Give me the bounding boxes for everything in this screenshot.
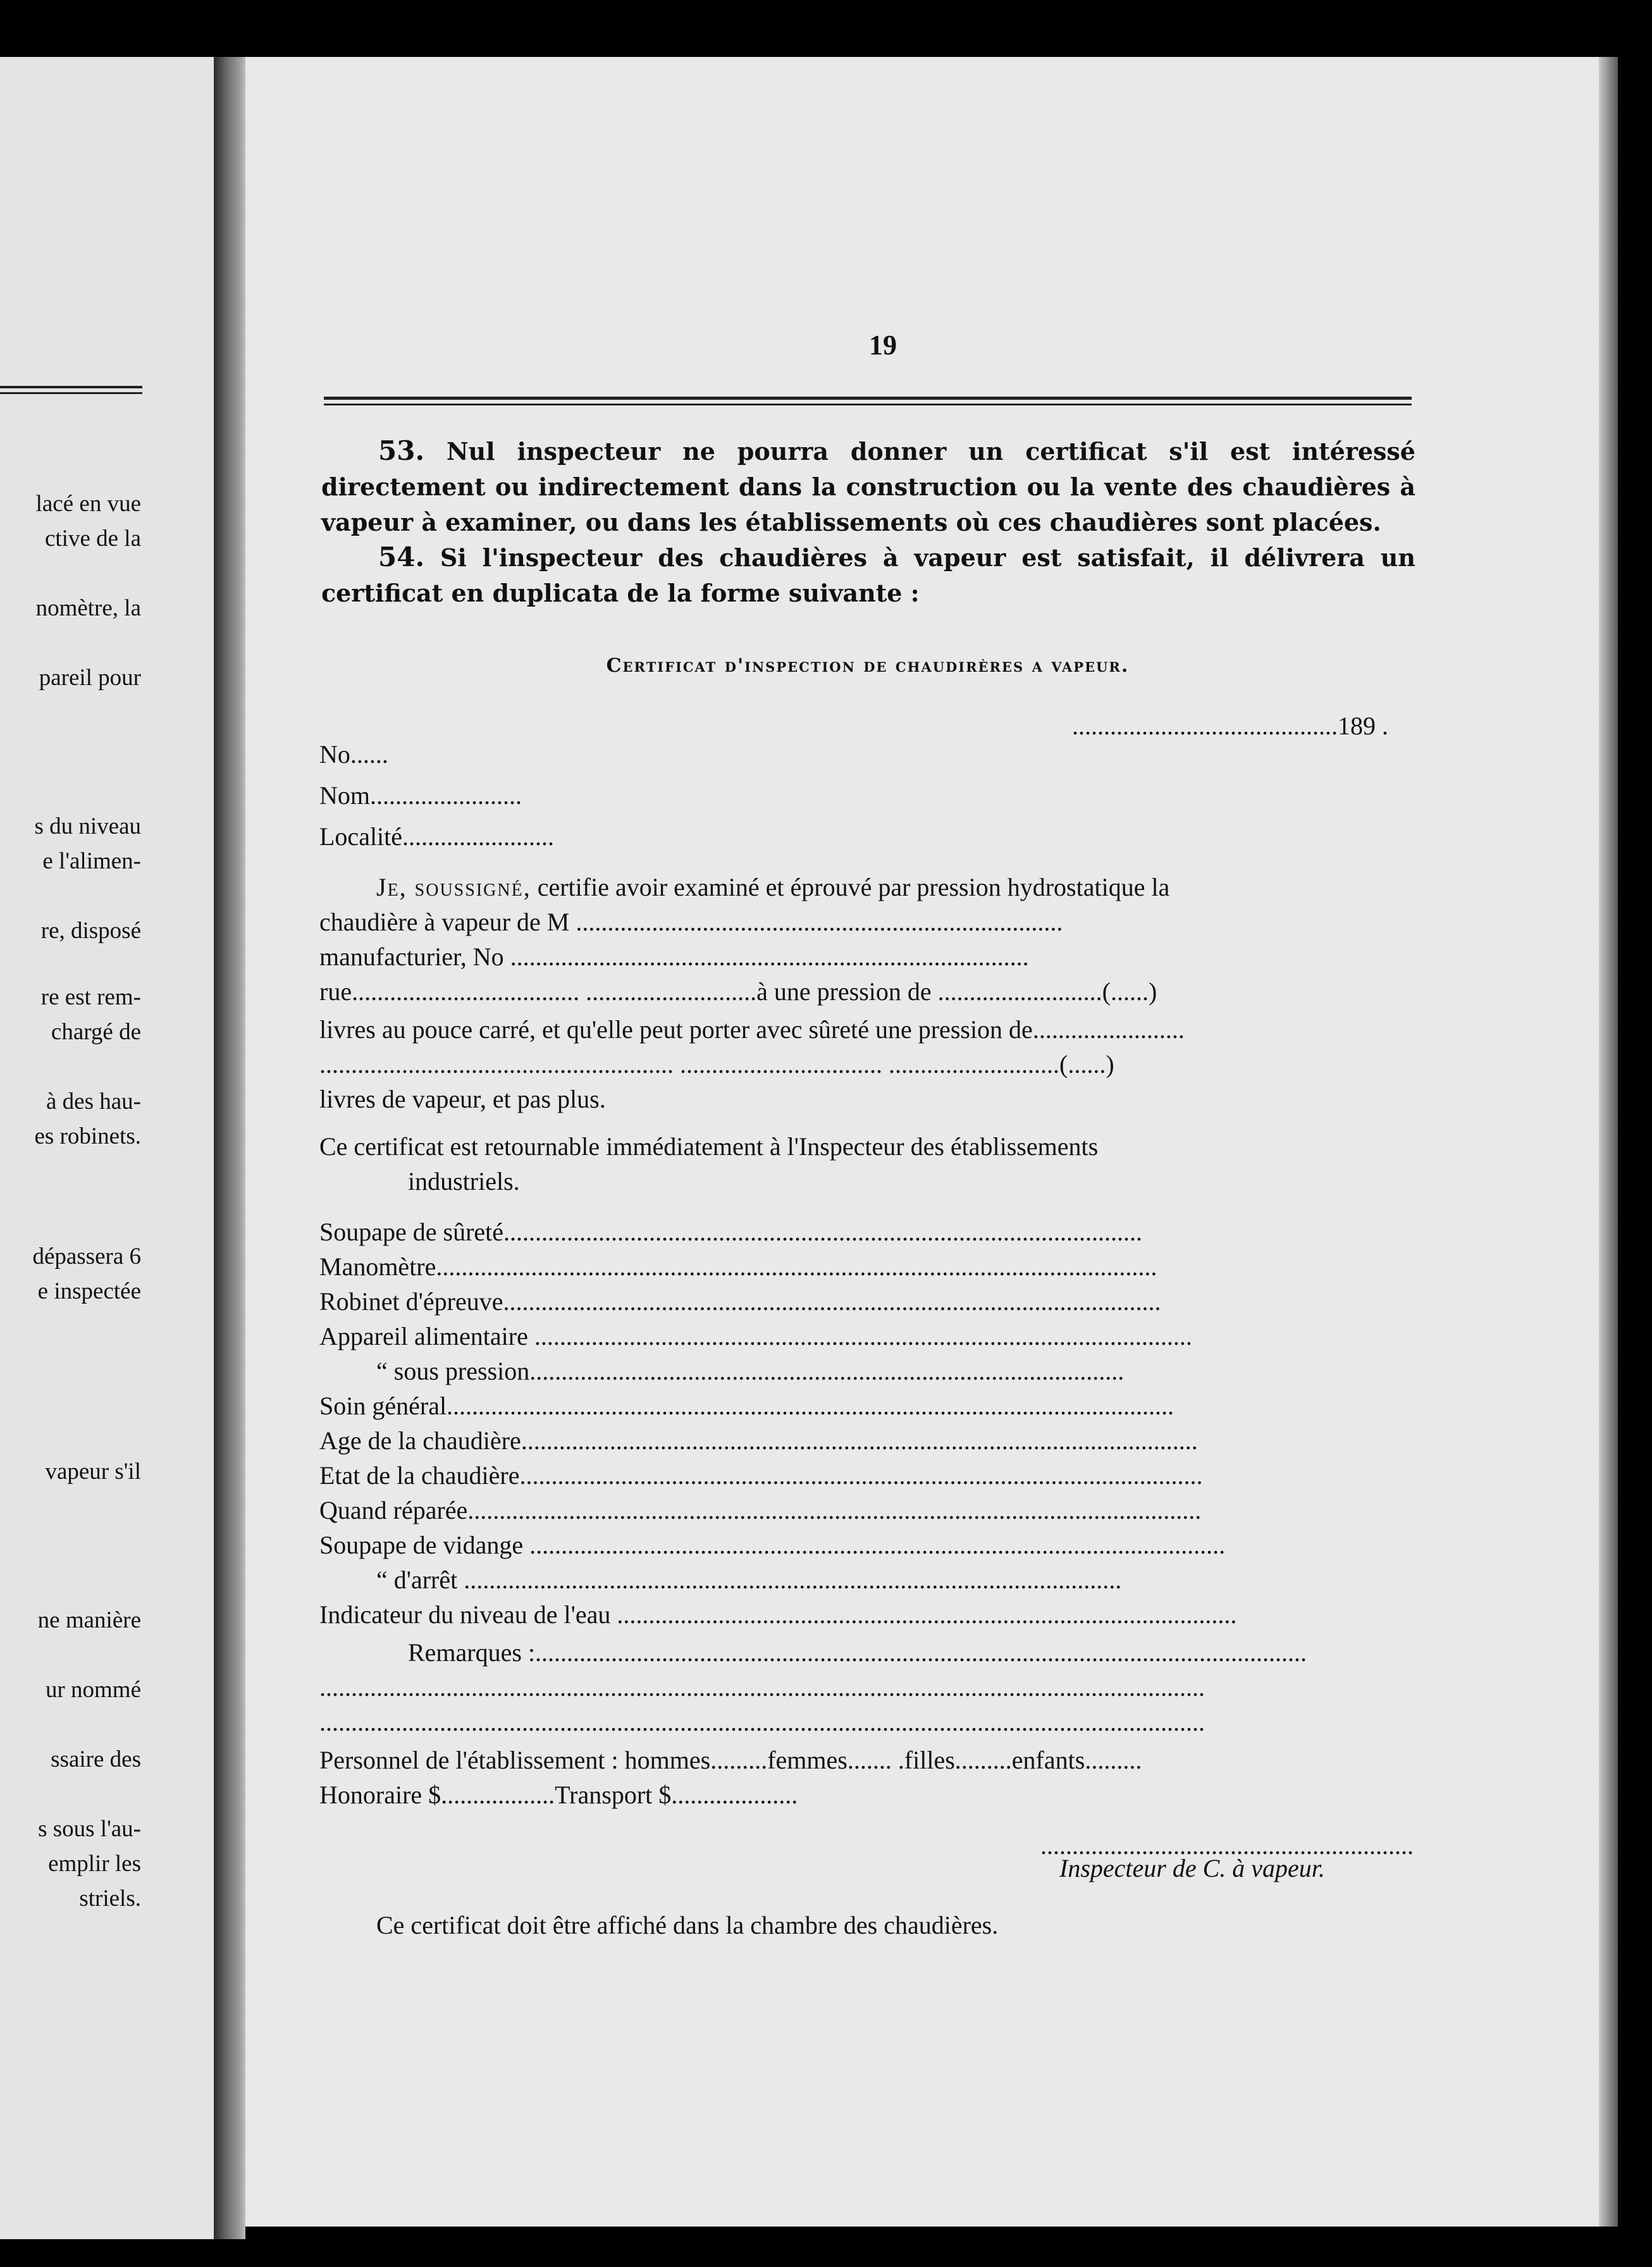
honoraire-line: Honoraire $..................Transport $.................... bbox=[319, 1781, 798, 1809]
form-field-nom: Nom........................ bbox=[319, 781, 522, 810]
certification-statement bbox=[376, 870, 1414, 905]
livres-vapeur: livres de vapeur, et pas plus. bbox=[319, 1085, 606, 1113]
left-page-line: re, disposé bbox=[40, 918, 141, 944]
article-number: 54. bbox=[378, 541, 425, 572]
form-field-localite: Localité........................ bbox=[319, 822, 555, 851]
paragraph-53 bbox=[321, 433, 1415, 540]
left-page-line: re est rem- bbox=[40, 984, 141, 1010]
left-page-line: pareil pour bbox=[39, 665, 141, 691]
retournable-note: Ce certificat est retournable immédiatement à l'Inspecteur des établissements bbox=[319, 1132, 1099, 1161]
left-page bbox=[0, 57, 214, 2239]
left-page-line: vapeur s'il bbox=[45, 1459, 141, 1485]
remarques-blank-line: ............................................................................................................................................ bbox=[319, 1673, 1205, 1702]
left-page-line: emplir les bbox=[48, 1851, 141, 1877]
je-soussigne: Je, soussigné, bbox=[376, 873, 531, 901]
checklist-item: Manomètre.................................................................................................................. bbox=[319, 1252, 1157, 1281]
left-page-line: chargé de bbox=[51, 1019, 141, 1045]
checklist-item: Appareil alimentaire ........................................................................................................ bbox=[319, 1322, 1192, 1350]
form-field-rue: rue.................................... ...........................à une pression de ..........................(......) bbox=[319, 977, 1157, 1006]
left-page-line: e l'alimen- bbox=[42, 848, 141, 874]
left-page-line: ssaire des bbox=[51, 1746, 141, 1772]
date-line: ..........................................189 . bbox=[1072, 712, 1388, 740]
paragraph-text: Nul inspecteur ne pourra donner un certificat s'il est intéressé directement ou indirectement dans la construction ou la vente des chaudières à vapeur à examiner, ou dans les établissements où ces chaudières sont placées. bbox=[321, 437, 1415, 536]
left-page-line: s du niveau bbox=[34, 813, 141, 839]
personnel-line: Personnel de l'établissement : hommes.........femmes....... .filles.........enfants......... bbox=[319, 1746, 1142, 1774]
footer-note: Ce certificat doit être affiché dans la chambre des chaudières. bbox=[376, 1911, 999, 1939]
remarques-blank-line: ............................................................................................................................................ bbox=[319, 1708, 1205, 1736]
signature-line: ........................................................... bbox=[1040, 1831, 1414, 1860]
paragraph-text: Si l'inspecteur des chaudières à vapeur est satisfait, il délivrera un certificat en duplicata de la forme suivante : bbox=[321, 543, 1415, 607]
left-page-line: striels. bbox=[79, 1886, 141, 1912]
left-page-line: nomètre, la bbox=[35, 595, 141, 621]
checklist-item: Indicateur du niveau de l'eau .................................................................................................. bbox=[319, 1600, 1237, 1629]
header-rule bbox=[324, 404, 1412, 405]
header-rule bbox=[324, 397, 1412, 400]
book-spine bbox=[214, 57, 245, 2239]
form-field-chaudiere: chaudière à vapeur de M ............................................................................. bbox=[319, 908, 1063, 936]
checklist-item: “ d'arrêt ........................................................................................................ bbox=[376, 1566, 1122, 1594]
checklist-item: Soin général................................................................................................................... bbox=[319, 1392, 1174, 1420]
form-field-manufacturier: manufacturier, No .................................................................................. bbox=[319, 942, 1029, 971]
checklist-item: “ sous pression.............................................................................................. bbox=[376, 1357, 1125, 1385]
page-edge-shadow bbox=[1599, 57, 1618, 2227]
form-field-livres-pouce: livres au pouce carré, et qu'elle peut porter avec sûreté une pression de........................ bbox=[319, 1015, 1185, 1044]
industriels-note: industriels. bbox=[408, 1167, 520, 1195]
left-page-line: ur nommé bbox=[45, 1677, 141, 1703]
left-page-line: e inspectée bbox=[37, 1278, 141, 1304]
signature-label: Inspecteur de C. à vapeur. bbox=[1059, 1854, 1325, 1882]
paragraph-54 bbox=[321, 540, 1415, 611]
left-page-line: s sous l'au- bbox=[38, 1816, 141, 1842]
checklist-item: Soupape de sûreté..................................................................................................... bbox=[319, 1218, 1143, 1246]
left-page-line: lacé en vue bbox=[35, 491, 141, 517]
left-page-rule bbox=[0, 392, 142, 394]
left-page-line: à des hau- bbox=[46, 1089, 141, 1115]
certificate-title: Certificat d'inspection de chaudirères a vapeur. bbox=[606, 655, 1130, 677]
checklist-item: Robinet d'épreuve........................................................................................................ bbox=[319, 1287, 1161, 1316]
checklist-item: Age de la chaudière........................................................................................................... bbox=[319, 1426, 1198, 1455]
form-field-no: No...... bbox=[319, 740, 388, 769]
left-page-line: es robinets. bbox=[34, 1123, 141, 1149]
page-number: 19 bbox=[869, 330, 897, 361]
checklist-item: Quand réparée.................................................................................................................... bbox=[319, 1496, 1202, 1524]
left-page-line: dépassera 6 bbox=[32, 1244, 141, 1269]
left-page-rule bbox=[0, 386, 142, 388]
form-field-pression: ........................................................ ................................ ...........................(......) bbox=[319, 1050, 1114, 1078]
checklist-item: Etat de la chaudière............................................................................................................ bbox=[319, 1461, 1203, 1490]
certifie-text: certifie avoir examiné et éprouvé par pression hydrostatique la bbox=[531, 873, 1170, 901]
article-number: 53. bbox=[378, 435, 425, 466]
left-page-line: ctive de la bbox=[44, 526, 141, 552]
left-page-line: ne manière bbox=[37, 1607, 141, 1633]
checklist-item: Soupape de vidange .............................................................................................................. bbox=[319, 1531, 1226, 1559]
remarques-line: Remarques :.......................................................................................................................... bbox=[408, 1638, 1307, 1667]
